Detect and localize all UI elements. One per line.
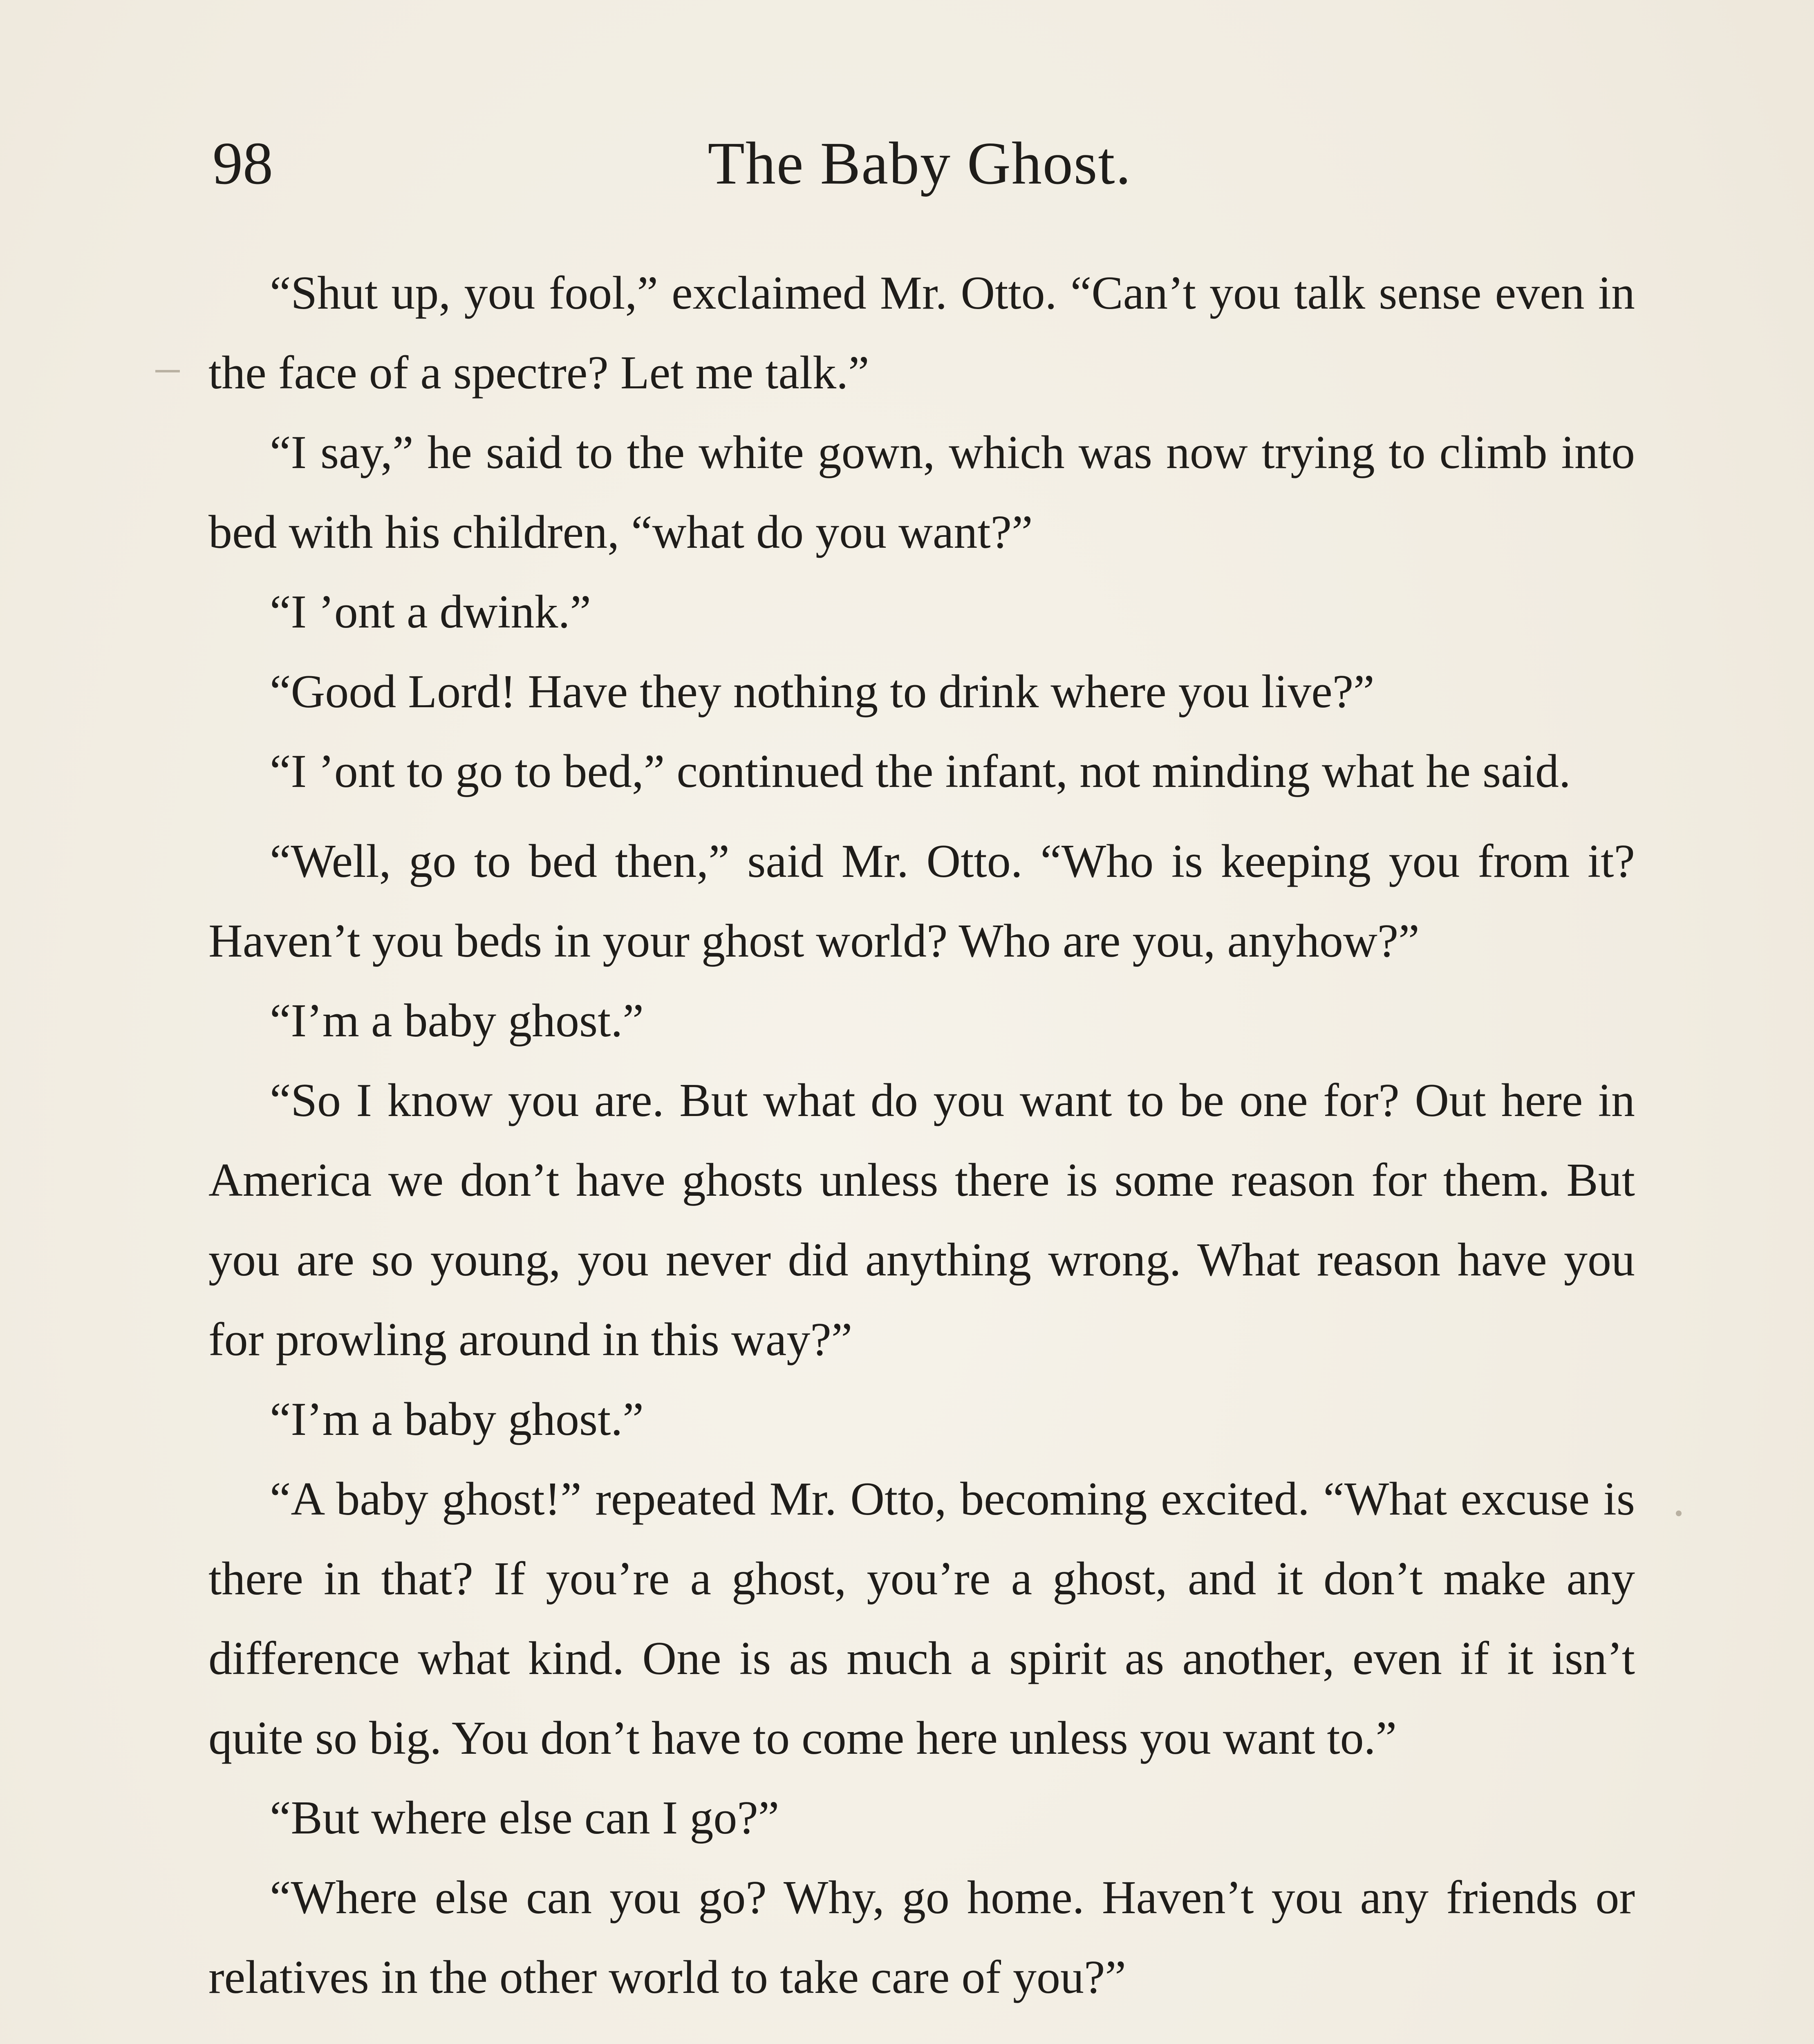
paragraph: “Good Lord! Have they nothing to drink where you live?” bbox=[270, 666, 1375, 718]
paragraph: “I’m a baby ghost.” bbox=[270, 1393, 644, 1446]
paragraph: “Shut up, you fool,” exclaimed Mr. Otto. “Can’t you talk sense even in the face of a spectre? Let me talk.” bbox=[208, 267, 1635, 399]
margin-tick-mark bbox=[155, 370, 180, 372]
paragraph: “I ’ont a dwink.” bbox=[270, 586, 591, 638]
paragraph: “But where else can I go?” bbox=[270, 1792, 779, 1844]
paragraph: “I ’ont to go to bed,” continued the infant, not minding what he said. bbox=[270, 745, 1571, 798]
margin-tick-mark bbox=[1676, 1511, 1682, 1516]
paragraph: “Well, go to bed then,” said Mr. Otto. “Who is keeping you from it? Haven’t you beds in your ghost world? Who are you, anyhow?” bbox=[208, 835, 1635, 967]
paragraph: “I say,” he said to the white gown, which was now trying to climb into bed with his children, “what do you want?” bbox=[208, 426, 1635, 558]
paragraph: “A baby ghost!” repeated Mr. Otto, becoming excited. “What excuse is there in that? If you’re a ghost, you’re a ghost, and it don’t make any difference what kind. One is as much a spirit as another, even if it isn’t quite so big. You don’t have to come here unless you want to.” bbox=[208, 1473, 1635, 1764]
running-title: The Baby Ghost. bbox=[708, 130, 1132, 197]
body-text bbox=[208, 253, 1635, 2017]
page-number: 98 bbox=[213, 130, 273, 197]
paragraph: “I’m a baby ghost.” bbox=[270, 995, 644, 1047]
paragraph: “So I know you are. But what do you want to be one for? Out here in America we don’t have ghosts unless there is some reason for them. But you are so young, you never did anything wrong. What reason have you for prowling around in this way?” bbox=[208, 1074, 1635, 1366]
page-header bbox=[204, 123, 1635, 204]
paragraph: “Where else can you go? Why, go home. Haven’t you any friends or relatives in the other world to take care of you?” bbox=[208, 1871, 1635, 2004]
